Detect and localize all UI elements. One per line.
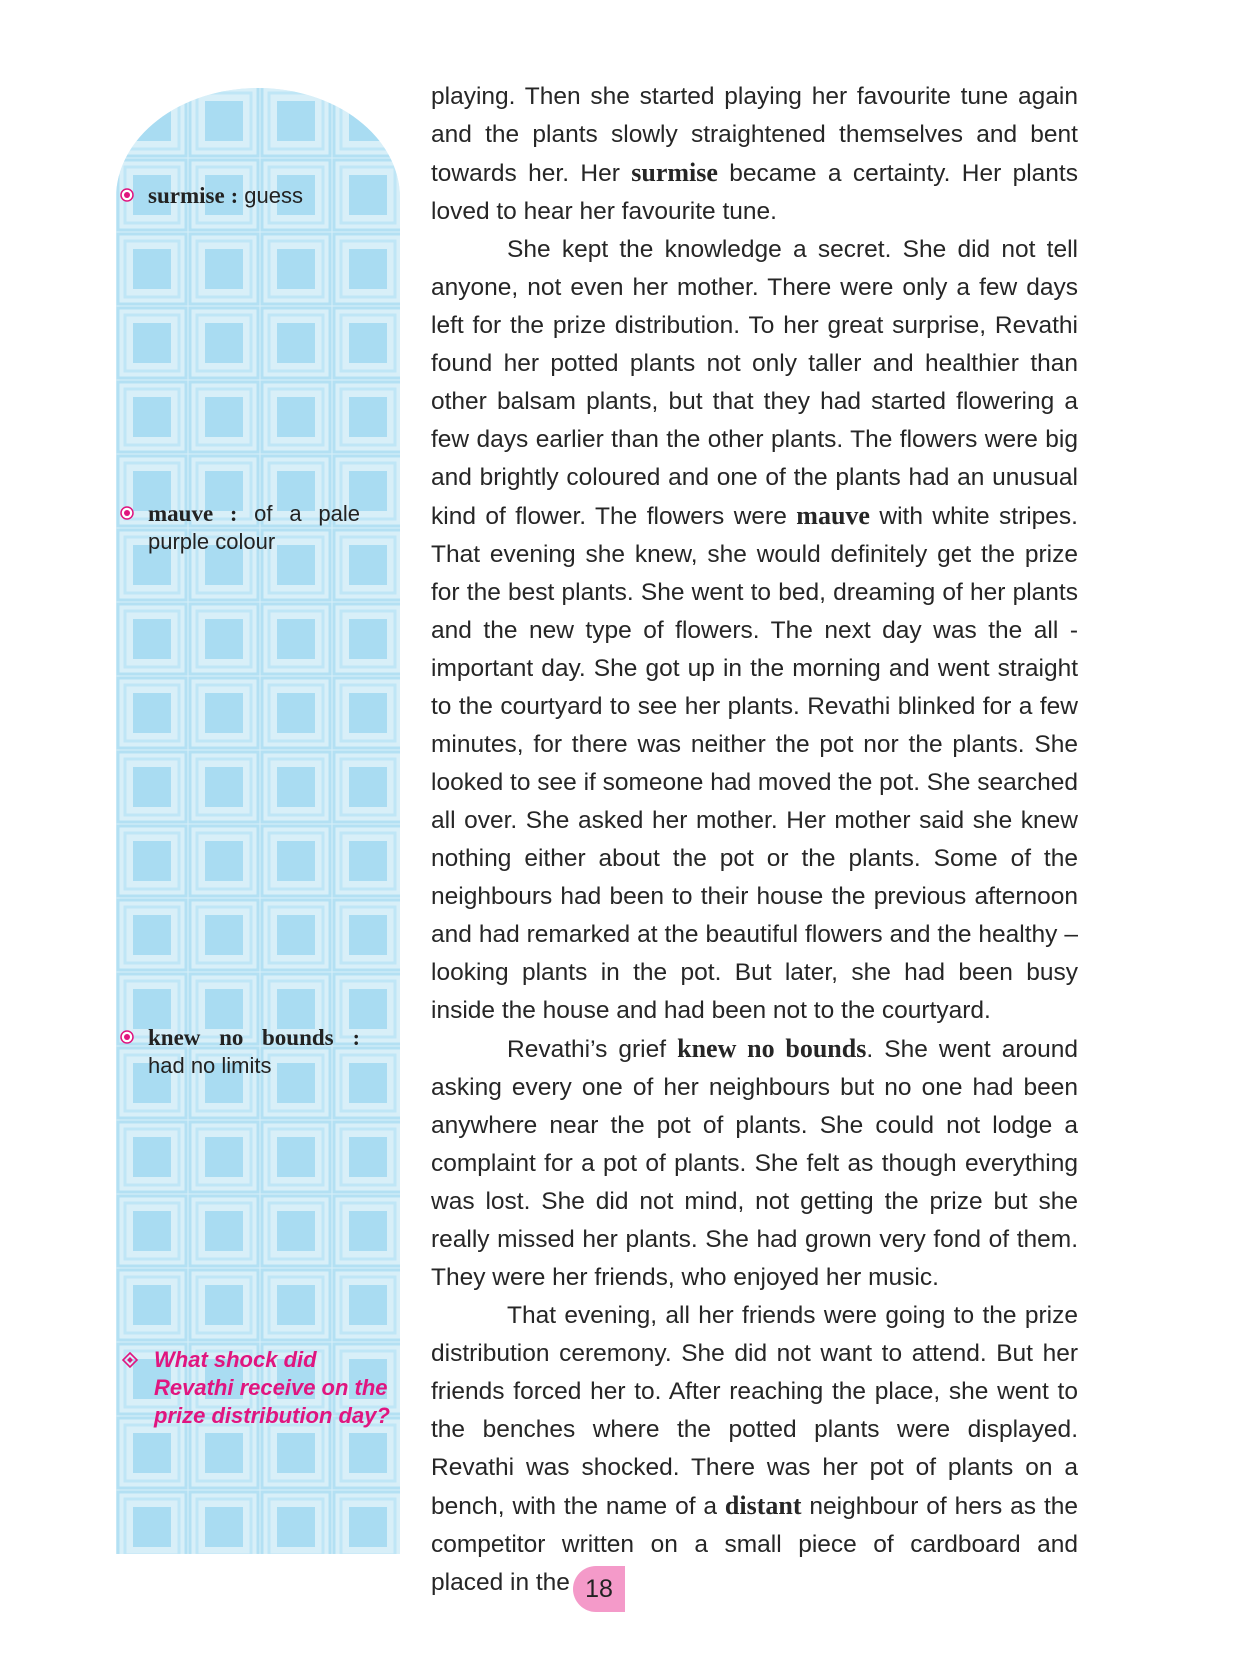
bold-word-distant: distant: [724, 1491, 802, 1520]
paragraph-3: Revathi’s grief knew no bounds. She went around asking every one of her neighbours but no one had been anywhere near the pot of plants. She could not lodge a complaint for a pot of plants. She felt as though everything was lost. She did not mind, not getting the prize but she really missed her plants. She had grown very fond of them. They were her friends, who enjoyed her music.: [431, 1034, 1079, 1291]
question-text: What shock did Revathi receive on the prize distribution day?: [154, 1347, 390, 1428]
paragraph-2: She kept the knowledge a secret. She did not tell anyone, not even her mother. There were only a few days left for the prize distribution. To her great surprise, Revathi found her potted plants not only taller and healthier than other balsam plants, but that they had started flowering a few days earlier than the other plants. The flowers were big and brightly coloured and one of the plants had an unusual kind of flower. The flowers were mauve with white stripes. That evening she knew, she would definitely get the prize for the best plants. She went to bed, dreaming of her plants and the new type of flowers. The next day was the all - important day. She got up in the morning and went straight to the courtyard to see her plants. Revathi blinked for a few minutes, for there was neither the pot nor the plants. She looked to see if someone had moved the pot. She searched all over. She asked her mother. Her mother said she knew nothing either about the pot or the plants. Some of the neighbours had been to their house the previous afternoon and had remarked at the beautiful flowers and the healthy – looking plants in the pot. But later, she had been busy inside the house and had been not to the courtyard.: [431, 236, 1078, 1024]
glossary-word: knew no bounds: [148, 1025, 334, 1050]
margin-panel: [116, 88, 400, 1554]
glossary-word: mauve: [148, 501, 214, 526]
glossary-meaning: guess: [244, 183, 303, 208]
story-text: [431, 78, 1078, 1602]
diamond-bullet-icon: [122, 1352, 138, 1368]
tile-pattern: [116, 88, 400, 1554]
page-number: 18: [573, 1566, 625, 1612]
glossary-meaning: of a pale purple colour: [148, 501, 360, 554]
glossary-word: surmise: [148, 183, 225, 208]
circle-bullet-icon: [120, 188, 134, 202]
paragraph-1: playing. Then she started playing her favourite tune again and the plants slowly straightened themselves and bent towards her. Her surmise became a certainty. Her plants loved to hear her favourite tune.: [431, 83, 1078, 225]
glossed-word-mauve: mauve: [796, 501, 870, 530]
glossed-word-knew-no-bounds: knew no bounds: [677, 1034, 867, 1063]
glossary-meaning: had no limits: [148, 1053, 272, 1078]
paragraph-4: That evening, all her friends were going to the prize distribution ceremony. She did not want to attend. But her friends forced her to. After reaching the place, she went to the benches where the potted plants were displayed. Revathi was shocked. There was her pot of plants on a bench, with the name of a distant neighbour of hers as the competitor written on a small piece of cardboard and placed in the: [431, 1302, 1078, 1596]
circle-bullet-icon: [120, 1030, 134, 1044]
glossed-word-surmise: surmise: [631, 158, 718, 187]
circle-bullet-icon: [120, 506, 134, 520]
